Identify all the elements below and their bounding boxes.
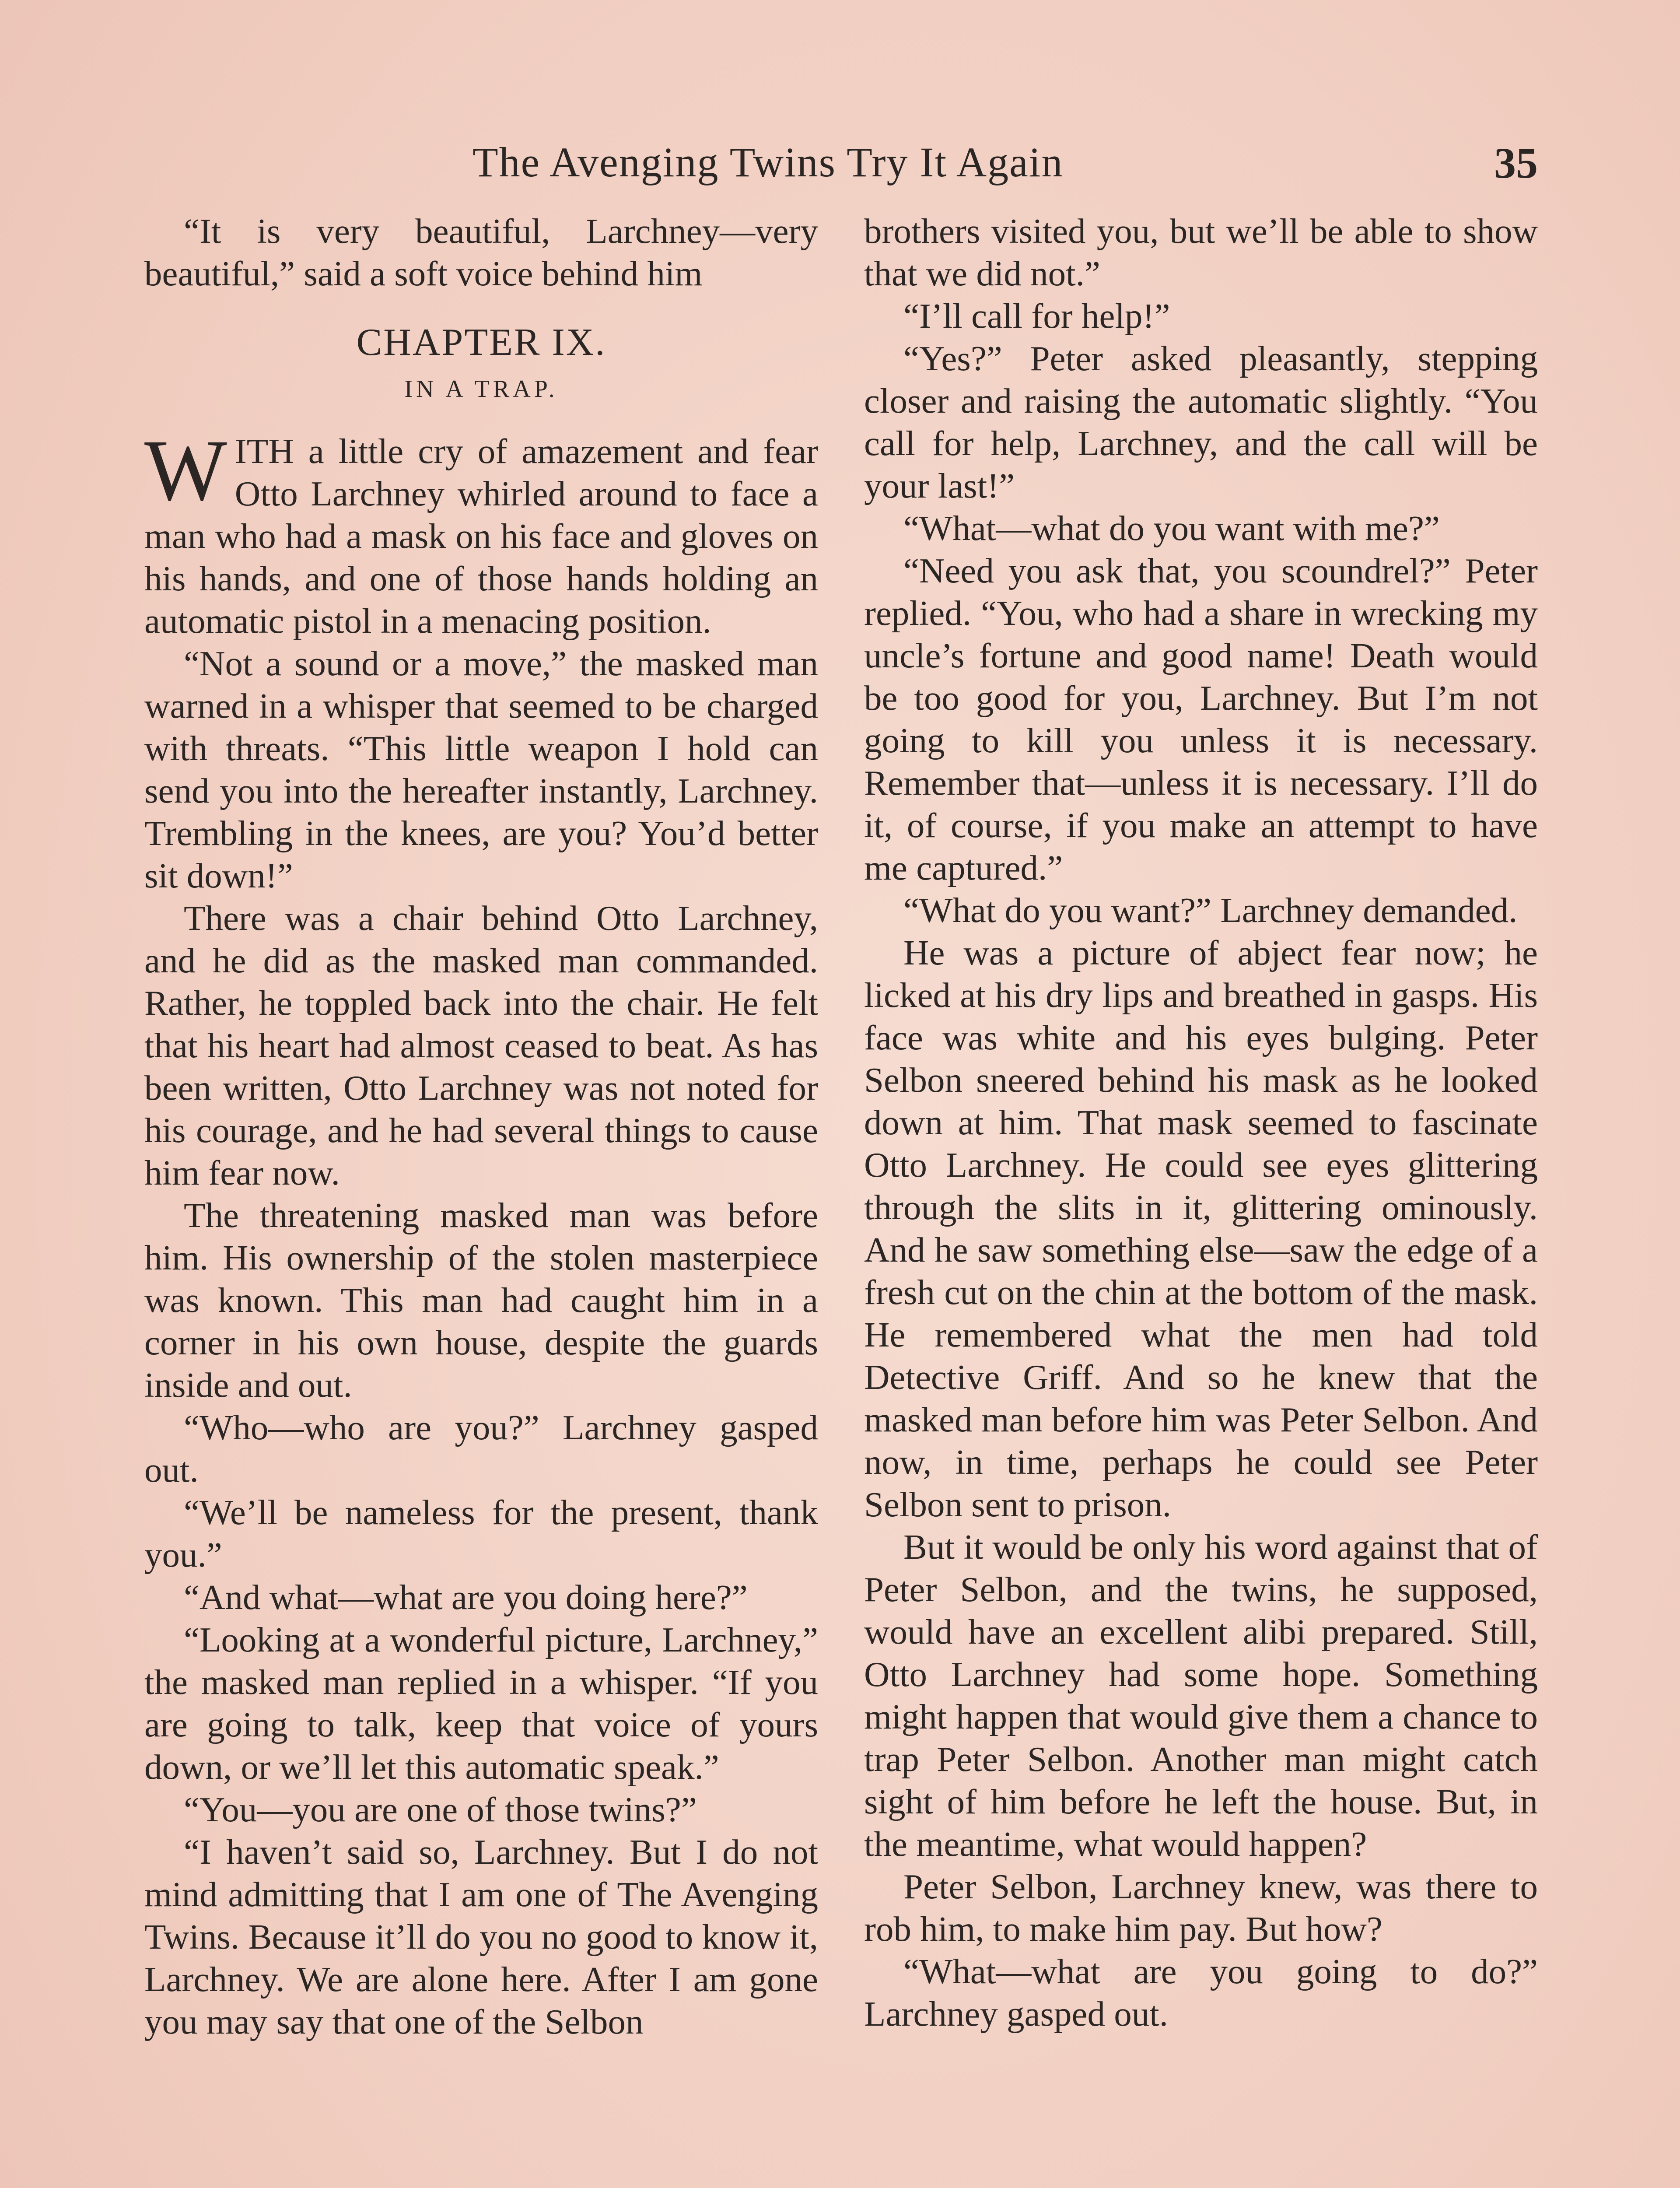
- paragraph: “We’ll be nameless for the present, thank you.”: [144, 1493, 818, 1574]
- paragraph: “What—what are you going to do?” Larchney gasped out.: [864, 1952, 1538, 2034]
- paragraph: There was a chair behind Otto Larchney, and he did as the masked man commanded. Rather, he toppled back into the chair. He felt that his heart had almost ceased to beat. As has been written, Otto Larchney was not noted for his courage, and he had several things to cause him fear now.: [144, 898, 818, 1192]
- paragraph: “Looking at a wonderful picture, Larchney,” the masked man replied in a whisper. “If you are going to talk, keep that voice of yours down, or we’ll let this automatic speak.”: [144, 1620, 818, 1787]
- paragraph: “What—what do you want with me?”: [903, 508, 1440, 548]
- paragraph: “Yes?” Peter asked pleasantly, stepping closer and raising the automatic slightly. “You call for help, Larchney, and the call will be your last!”: [864, 339, 1538, 505]
- paragraph: “Not a sound or a move,” the masked man warned in a whisper that seemed to be charged with threats. “This little weapon I hold can send you into the hereafter instantly, Larchney. Trembling in the knees, are you? You’d better sit down!”: [144, 644, 818, 895]
- right-column: [864, 210, 1538, 2035]
- paragraph: “And what—what are you doing here?”: [184, 1578, 748, 1617]
- paragraph: “Need you ask that, you scoundrel?” Peter replied. “You, who had a share in wrecking my uncle’s fortune and good name! Death would be too good for you, Larchney. But I’m not going to kill you unless it is necessary. Remember that—unless it is necessary. I’ll do it, of course, if you make an attempt to have me captured.”: [864, 551, 1538, 887]
- running-head: [144, 129, 1538, 195]
- paragraph: He was a picture of abject fear now; he licked at his dry lips and breathed in gasps. His face was white and his eyes bulging. Peter Selbon sneered behind his mask as he looked down at him. That mask seemed to fascinate Otto Larchney. He could see eyes glittering through the slits in it, glittering ominously. And he saw something else—saw the edge of a fresh cut on the chin at the bottom of the mask. He remembered what the men had told Detective Griff. And so he knew that the masked man before him was Peter Selbon. And now, in time, perhaps he could see Peter Selbon sent to prison.: [864, 933, 1538, 1524]
- paragraph-with-drop-cap: [144, 422, 818, 642]
- left-column: [144, 210, 818, 2043]
- paragraph: “I haven’t said so, Larchney. But I do not mind admitting that I am one of The Avenging Twins. Because it’ll do you no good to know it, Larchney. We are alone here. After I am gone you may say that one of the Selbon: [144, 1832, 818, 2041]
- drop-cap: W: [144, 422, 227, 519]
- paragraph: The threatening masked man was before him. His ownership of the stolen masterpiece was known. This man had caught him in a corner in his own house, despite the guards inside and out.: [144, 1196, 818, 1405]
- paragraph: Peter Selbon, Larchney knew, was there to rob him, to make him pay. But how?: [864, 1867, 1538, 1949]
- running-title: The Avenging Twins Try It Again: [472, 139, 1064, 186]
- paragraph-continued: brothers visited you, but we’ll be able to show that we did not.”: [864, 211, 1538, 293]
- paragraph: “I’ll call for help!”: [903, 296, 1170, 336]
- page-number: 35: [1494, 139, 1538, 187]
- paragraph: “It is very beautiful, Larchney—very beautiful,” said a soft voice behind him: [144, 211, 818, 293]
- paragraph: “Who—who are you?” Larchney gasped out.: [144, 1408, 818, 1490]
- paragraph: But it would be only his word against that of Peter Selbon, and the twins, he supposed, would have an excellent alibi prepared. Still, Otto Larchney had some hope. Something might happen that would give them a chance to trap Peter Selbon. Another man might catch sight of him before he left the house. But, in the meantime, what would happen?: [864, 1527, 1538, 1864]
- chapter-subheading: IN A TRAP.: [404, 375, 558, 403]
- chapter-heading: CHAPTER IX.: [356, 321, 606, 364]
- paragraph: “What do you want?” Larchney demanded.: [903, 891, 1518, 930]
- paragraph-text: ITH a little cry of amazement and fear Otto Larchney whirled around to face a man who had a mask on his face and gloves on his hands, and one of those hands holding an automatic pistol in a menacing position.: [144, 431, 818, 641]
- paragraph: “You—you are one of those twins?”: [184, 1790, 697, 1829]
